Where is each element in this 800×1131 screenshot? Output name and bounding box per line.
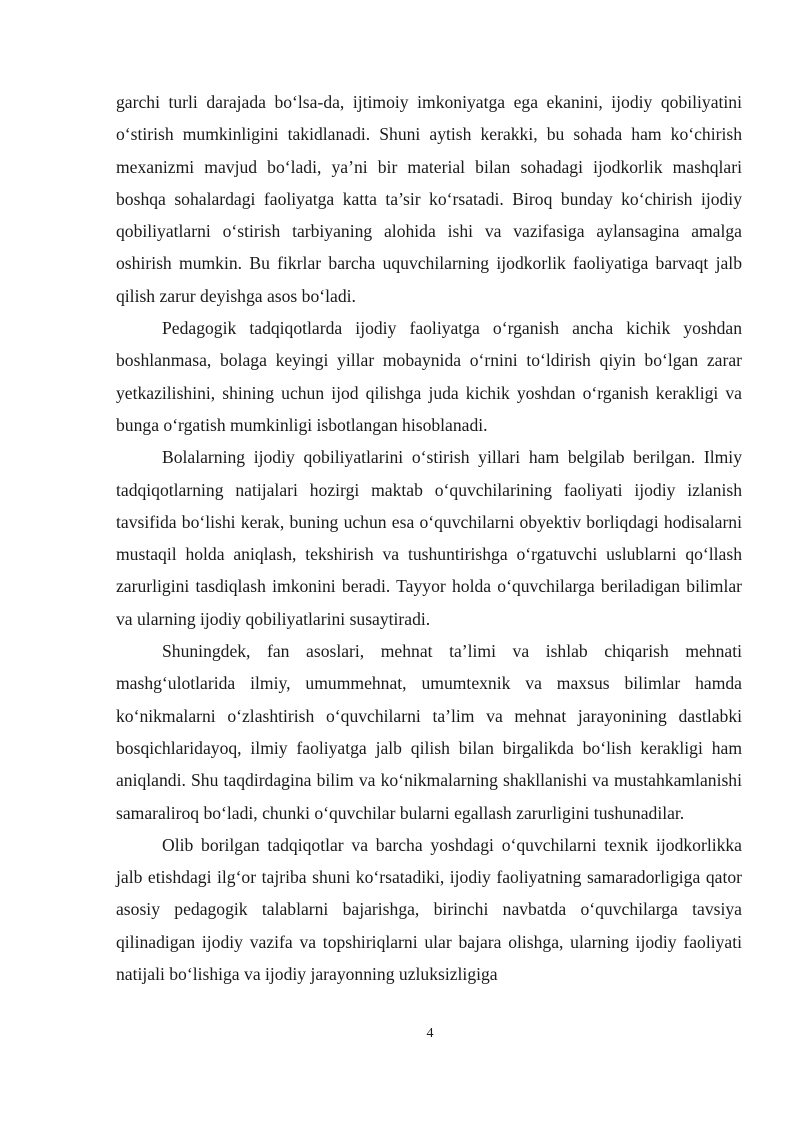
paragraph-2: Pedagogik tadqiqotlarda ijodiy faoliyatga o‘rganish ancha kichik yoshdan boshlanmasa, bolaga keyingi yillar mobaynida o‘rnini to‘ldirish qiyin bo‘lgan zarar yetkazilishini, shining uchun ijod qilishga juda kichik yoshdan o‘rganish kerakligi va bunga o‘rgatish mumkinligi isbotlangan hisoblanadi. bbox=[116, 318, 742, 435]
document-body bbox=[116, 86, 742, 990]
paragraph-1: garchi turli darajada bo‘lsa-da, ijtimoiy imkoniyatga ega ekanini, ijodiy qobiliyatini o‘stirish mumkinligini takidlanadi. Shuni aytish kerakki, bu sohada ham ko‘chirish mexanizmi mavjud bo‘ladi, ya’ni bir material bilan sohadagi ijodkorlik mashqlari boshqa sohalardagi faoliyatga katta ta’sir ko‘rsatadi. Biroq bunday ko‘chirish ijodiy qobiliyatlarni o‘stirish tarbiyaning alohida ishi va vazifasiga aylansagina amalga oshirish mumkin. Bu fikrlar barcha uquvchilarning ijodkorlik faoliyatiga barvaqt jalb qilish zarur deyishga asos bo‘ladi. bbox=[116, 92, 742, 306]
paragraph-3: Bolalarning ijodiy qobiliyatlarini o‘stirish yillari ham belgilab berilgan. Ilmiy tadqiqotlarning natijalari hozirgi maktab o‘quvchilarining faoliyati ijodiy izlanish tavsifida bo‘lishi kerak, buning uchun esa o‘quvchilarni obyektiv borliqdagi hodisalarni mustaqil holda aniqlash, tekshirish va tushuntirishga o‘rgatuvchi uslublarni qo‘llash zarurligini tasdiqlash imkonini beradi. Tayyor holda o‘quvchilarga beriladigan bilimlar va ularning ijodiy qobiliyatlarini susaytiradi. bbox=[116, 447, 742, 629]
paragraph-5: Olib borilgan tadqiqotlar va barcha yoshdagi o‘quvchilarni texnik ijodkorlikka jalb etishdagi ilg‘or tajriba shuni ko‘rsatadiki, ijodiy faoliyatning samaradorligiga qator asosiy pedagogik talablarni bajarishga, birinchi navbatda o‘quvchilarga tavsiya qilinadigan ijodiy vazifa va topshiriqlarni ular bajara olishga, ularning ijodiy faoliyati natijali bo‘lishiga va ijodiy jarayonning uzluksizligiga bbox=[116, 834, 742, 985]
paragraph-4: Shuningdek, fan asoslari, mehnat ta’limi va ishlab chiqarish mehnati mashg‘ulotlarida ilmiy, umummehnat, umumtexnik va maxsus bilimlar hamda ko‘nikmalarni o‘zlashtirish o‘quvchilarni ta’lim va mehnat jarayonining dastlabki bosqichlaridayoq, ilmiy faoliyatga jalb qilish bilan birgalikda bo‘lish kerakligi ham aniqlandi. Shu taqdirdagina bilim va ko‘nikmalarning shakllanishi va mustahkamlanishi samaraliroq bo‘ladi, chunki o‘quvchilar bularni egallash zarurligini tushunadilar. bbox=[116, 641, 742, 823]
page-number: 4 bbox=[426, 1026, 434, 1041]
